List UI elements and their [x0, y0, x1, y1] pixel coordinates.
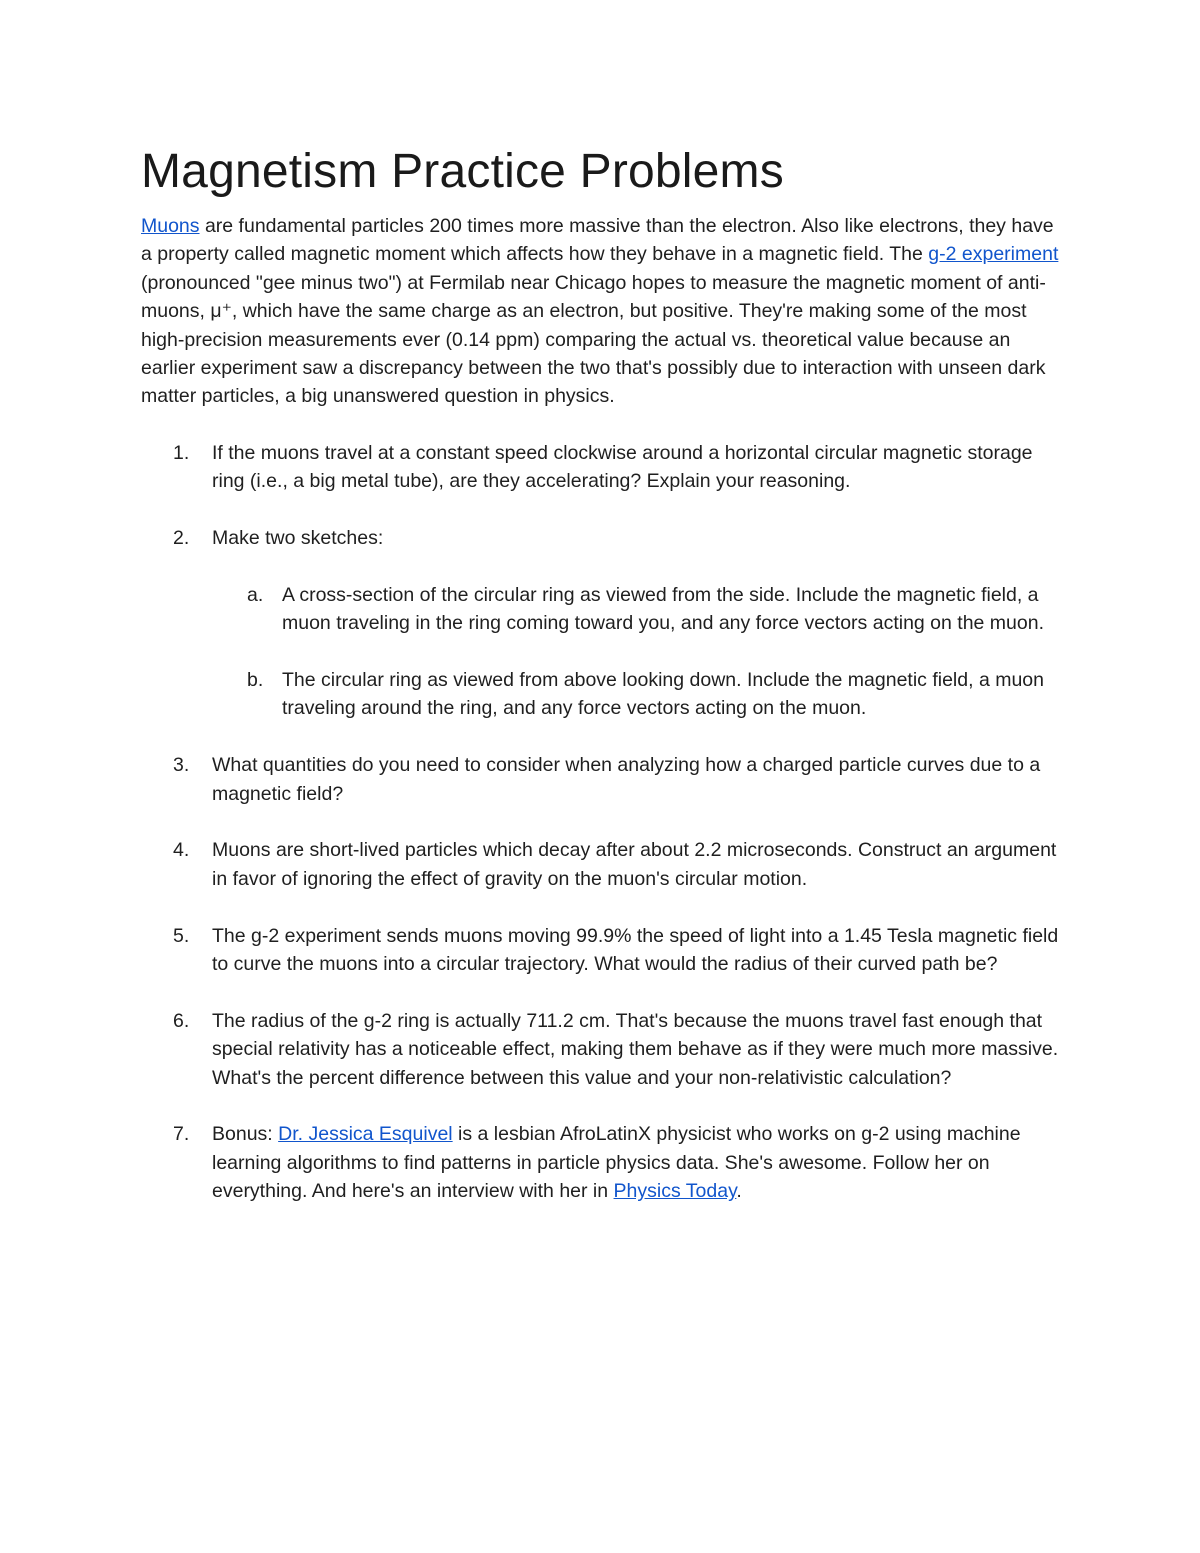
sub-problem-text: A cross-section of the circular ring as viewed from the side. Include the magnetic field, a muon traveling in the ring coming toward you, and any force vectors acting on the muon. [282, 583, 1045, 635]
sub-problem-letter: b. [247, 669, 264, 692]
problem-number: 1. [173, 441, 190, 464]
problem-text: The radius of the g-2 ring is actually 711.2 cm. That's because the muons travel fast enough that special relativity has a noticeable effect, making them behave as if they were much more massive. What's the percent difference between this value and your non-relativistic calculation? [212, 1009, 1059, 1089]
jessica-esquivel-link[interactable]: Dr. Jessica Esquivel [278, 1123, 453, 1146]
document-page [141, 140, 1066, 1234]
bonus-text-3: . [736, 1180, 742, 1203]
physics-today-link[interactable]: Physics Today [613, 1180, 737, 1203]
problem-item-7 [141, 1120, 1066, 1205]
problem-list [141, 439, 1066, 1206]
intro-text-1: are fundamental particles 200 times more massive than the electron. Also like electrons, they have a property called magnetic moment which affects how they behave in a magnetic field. The [141, 215, 1054, 266]
problem-item-5 [141, 922, 1066, 979]
page-title: Magnetism Practice Problems [141, 145, 784, 198]
problem-text: If the muons travel at a constant speed clockwise around a horizontal circular magnetic storage ring (i.e., a big metal tube), are they accelerating? Explain your reasoning. [212, 441, 1033, 493]
g2-experiment-link[interactable]: g-2 experiment [928, 243, 1059, 266]
sub-problem-item-b [212, 666, 1066, 723]
sub-problem-list [212, 581, 1066, 723]
problem-number: 6. [173, 1009, 190, 1032]
sub-problem-item-a [212, 581, 1066, 638]
problem-number: 4. [173, 839, 190, 862]
problem-text: The g-2 experiment sends muons moving 99.9% the speed of light into a 1.45 Tesla magnetic field to curve the muons into a circular trajectory. What would the radius of their curved path be? [212, 924, 1059, 976]
problem-item-4 [141, 836, 1066, 893]
problem-number: 7. [173, 1123, 190, 1146]
bonus-text-1: Bonus: [212, 1123, 279, 1146]
problem-text: Make two sketches: [212, 527, 384, 550]
intro-paragraph [141, 212, 1066, 411]
bonus-text-2: is a lesbian AfroLatinX physicist who works on g-2 using machine learning algorithms to find patterns in particle physics data. She's awesome. Follow her on everything. And here's an interview with her in [212, 1123, 1021, 1203]
sub-problem-letter: a. [247, 583, 264, 606]
problem-text: What quantities do you need to consider when analyzing how a charged particle curves due to a magnetic field? [212, 754, 1041, 805]
problem-text: Muons are short-lived particles which decay after about 2.2 microseconds. Construct an argument in favor of ignoring the effect of gravity on the muon's circular motion. [212, 839, 1057, 890]
muons-link[interactable]: Muons [141, 215, 200, 237]
intro-text-2: (pronounced "gee minus two") at Fermilab near Chicago hopes to measure the magnetic moment of anti-muons, μ⁺, which have the same charge as an electron, but positive. They're making some of the most high-precision measurements ever (0.14 ppm) comparing the actual vs. theoretical value because an earlier experiment saw a discrepancy between the two that's possibly due to interaction with unseen dark matter particles, a big unanswered question in physics. [141, 271, 1046, 408]
problem-number: 3. [173, 754, 190, 777]
problem-item-1 [141, 439, 1066, 496]
problem-number: 5. [173, 924, 190, 947]
problem-item-3 [141, 751, 1066, 808]
problem-number: 2. [173, 527, 190, 550]
problem-item-6 [141, 1007, 1066, 1092]
sub-problem-text: The circular ring as viewed from above looking down. Include the magnetic field, a muon traveling around the ring, and any force vectors acting on the muon. [282, 669, 1044, 720]
problem-item-2 [141, 524, 1066, 723]
